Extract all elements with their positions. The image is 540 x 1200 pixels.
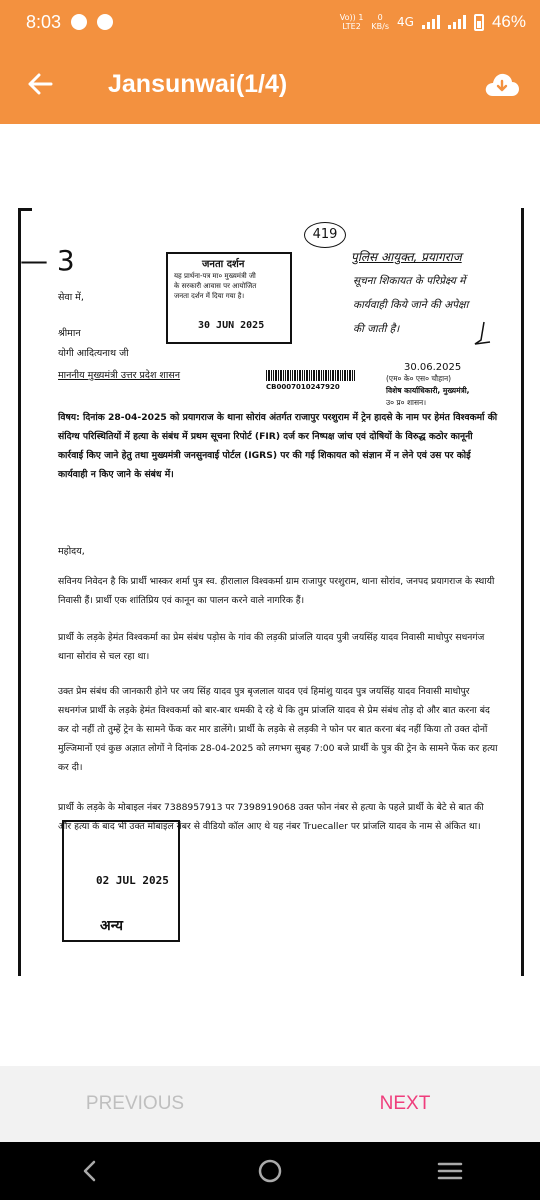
doc-frame-right xyxy=(521,208,524,976)
margin-mark: — 3 xyxy=(20,244,75,277)
app-bar xyxy=(0,44,540,124)
official-line-2: विशेष कार्याधिकारी, मुख्यमंत्री, xyxy=(386,386,470,395)
circle-number: 419 xyxy=(304,222,346,248)
whatsapp-notification-icon xyxy=(97,14,113,30)
received-stamp-date: 02 JUL 2025 xyxy=(96,874,169,887)
salutation-2: श्रीमान xyxy=(58,328,81,339)
janta-darshan-stamp xyxy=(166,252,292,344)
status-left xyxy=(26,12,113,33)
stamp-line-3: जनता दर्शन में दिया गया है। xyxy=(174,292,245,300)
volte-bottom: LTE2 xyxy=(342,22,361,31)
arrow-left-icon xyxy=(27,73,53,95)
official-line-1: (एम० के० एस० चौहान) xyxy=(386,374,452,383)
paragraph-4: प्रार्थी के लड़के के मोबाइल नंबर 7388957913 पर 7398919068 उक्त फोन नंबर से हत्या के पहले प्रार्थी के बेटे से बात की और हत्या के बाद भी उक्त मोबाइल नंबर से वीडियो कॉल आए थे यह नंबर Truecaller पर प्रांजलि यादव के नाम से अंकित था। xyxy=(58,802,484,832)
stamp-date: 30 JUN 2025 xyxy=(198,320,265,331)
received-stamp xyxy=(62,820,180,942)
paragraph-1: सविनय निवेदन है कि प्रार्थी भास्कर शर्मा पुत्र स्व. हीरालाल विश्वकर्मा ग्राम राजापुर परशुराम, थाना सोरांव, जनपद प्रयागराज के स्थायी निवासी हैं। प्रार्थी एक शांतिप्रिय एवं कानून का पालन करने वाले नागरिक हैं। xyxy=(58,576,495,606)
subject-paragraph: विषय: दिनांक 28-04-2025 को प्रयागराज के थाना सोरांव अंतर्गत राजापुर परशुराम में ट्रेन हादसे के नाम पर हेमंत विश्वकर्मा की संदिग्ध परिस्थितियों में हत्या के संबंध में प्रथम सूचना रिपोर्ट (FIR) दर्ज कर निष्पक्ष जांच एवं दोषियों के विरुद्ध कठोर कानूनी कार्रवाई किए जाने हेतु तथा मुख्यमंत्री जनसुनवाई पोर्टल (IGRS) पर की गई शिकायत को संज्ञान में न लेने एवं उस पर कोई कार्यवाही न किए जाने के संबंध में। xyxy=(58,412,498,480)
handwritten-line-1: पुलिस आयुक्त, प्रयागराज xyxy=(351,250,462,264)
battery-percent: 46% xyxy=(491,12,526,31)
greeting: महोदय, xyxy=(58,546,85,557)
system-back-button[interactable] xyxy=(60,1142,120,1200)
handwritten-line-3: कार्यवाही किये जाने की अपेक्षा xyxy=(353,299,469,311)
chevron-left-icon xyxy=(82,1160,98,1182)
speed-indicator xyxy=(371,13,389,31)
network-type: 4G xyxy=(397,15,414,29)
paragraph-3: उक्त प्रेम संबंध की जानकारी होने पर जय सिंह यादव पुत्र बृजलाल यादव एवं हिमांशु यादव पुत्र जयसिंह यादव निवासी माधोपुर सधनगंज प्रार्थी के लड़के हेमंत विश्वकर्मा को बार-बार धमकी दे रहे थे कि तुम प्रांजलि यादव से प्रेम संबंध तोड़ दो और बात करना बंद कर दो नहीं तो तुम्हें ट्रेन के सामने फेंक कर मार डालेंगे। प्रार्थी के लड़के से लड़की ने फोन पर बात करना बंद नहीं किया तो उक्त दोनों मुल्जिमानों एवं कुछ अज्ञात लोगों ने दिनांक 28-04-2025 को लगभग सुबह 7:00 बजे प्रार्थी के पुत्र की ट्रेन के सामने फेंक कर हत्या कर दी। xyxy=(58,686,498,773)
doc-frame-left xyxy=(18,208,21,976)
barcode xyxy=(266,370,355,381)
handwritten-line-4: की जाती है। xyxy=(353,323,400,335)
pager-nav xyxy=(0,1066,540,1142)
cloud-download-icon xyxy=(484,71,520,97)
paragraph-2: प्रार्थी के लड़के हेमंत विश्वकर्मा का प्रेम संबंध पड़ोस के गांव की लड़की प्रांजलि यादव पुत्री जयसिंह यादव निवासी माधोपुर सधनगंज थाना सोरांव से चल रहा था। xyxy=(58,632,485,662)
previous-button[interactable]: PREVIOUS xyxy=(85,1093,185,1114)
status-time: 8:03 xyxy=(26,11,62,32)
speed-unit: KB/s xyxy=(371,22,390,31)
message-notification-icon xyxy=(71,14,87,30)
stamp-title: जनता दर्शन xyxy=(202,259,245,270)
speed-value: 0 xyxy=(377,13,383,22)
menu-lines-icon xyxy=(437,1160,463,1182)
stamp-line-2: के सरकारी आवास पर आयोजित xyxy=(174,282,257,290)
page-title: Jansunwai(1/4) xyxy=(108,69,288,98)
signature-mark xyxy=(472,320,492,348)
download-button[interactable] xyxy=(476,58,528,110)
document-page xyxy=(18,208,524,976)
signal-icon xyxy=(422,15,440,29)
battery-icon xyxy=(474,14,484,31)
status-bar xyxy=(0,0,540,44)
barcode-text: CB0007010247920 xyxy=(266,383,340,391)
handwritten-line-2: सूचना शिकायत के परिप्रेक्ष्य में xyxy=(353,275,466,287)
sign-date: 30.06.2025 xyxy=(404,362,462,373)
signal-icon-2 xyxy=(448,15,466,29)
salutation-1: सेवा में, xyxy=(58,292,84,303)
back-button[interactable] xyxy=(0,44,80,124)
volte-top: Vo)) 1 xyxy=(339,13,364,22)
salutation-4: माननीय मुख्यमंत्री उत्तर प्रदेश शासन xyxy=(58,370,181,381)
system-navigation-bar xyxy=(0,1142,540,1200)
received-stamp-label: अन्य xyxy=(100,918,123,934)
status-right xyxy=(340,12,526,32)
stamp-line-1: यह प्रार्थना-पत्र मा० मुख्यमंत्री जी xyxy=(174,272,256,280)
volte-indicator xyxy=(340,13,364,31)
system-home-button[interactable] xyxy=(240,1142,300,1200)
next-button[interactable]: NEXT xyxy=(379,1093,431,1114)
circle-home-icon xyxy=(257,1158,283,1184)
system-recents-button[interactable] xyxy=(420,1142,480,1200)
official-line-3: उ० प्र० शासन। xyxy=(386,398,427,407)
salutation-3: योगी आदित्यनाथ जी xyxy=(58,348,129,359)
